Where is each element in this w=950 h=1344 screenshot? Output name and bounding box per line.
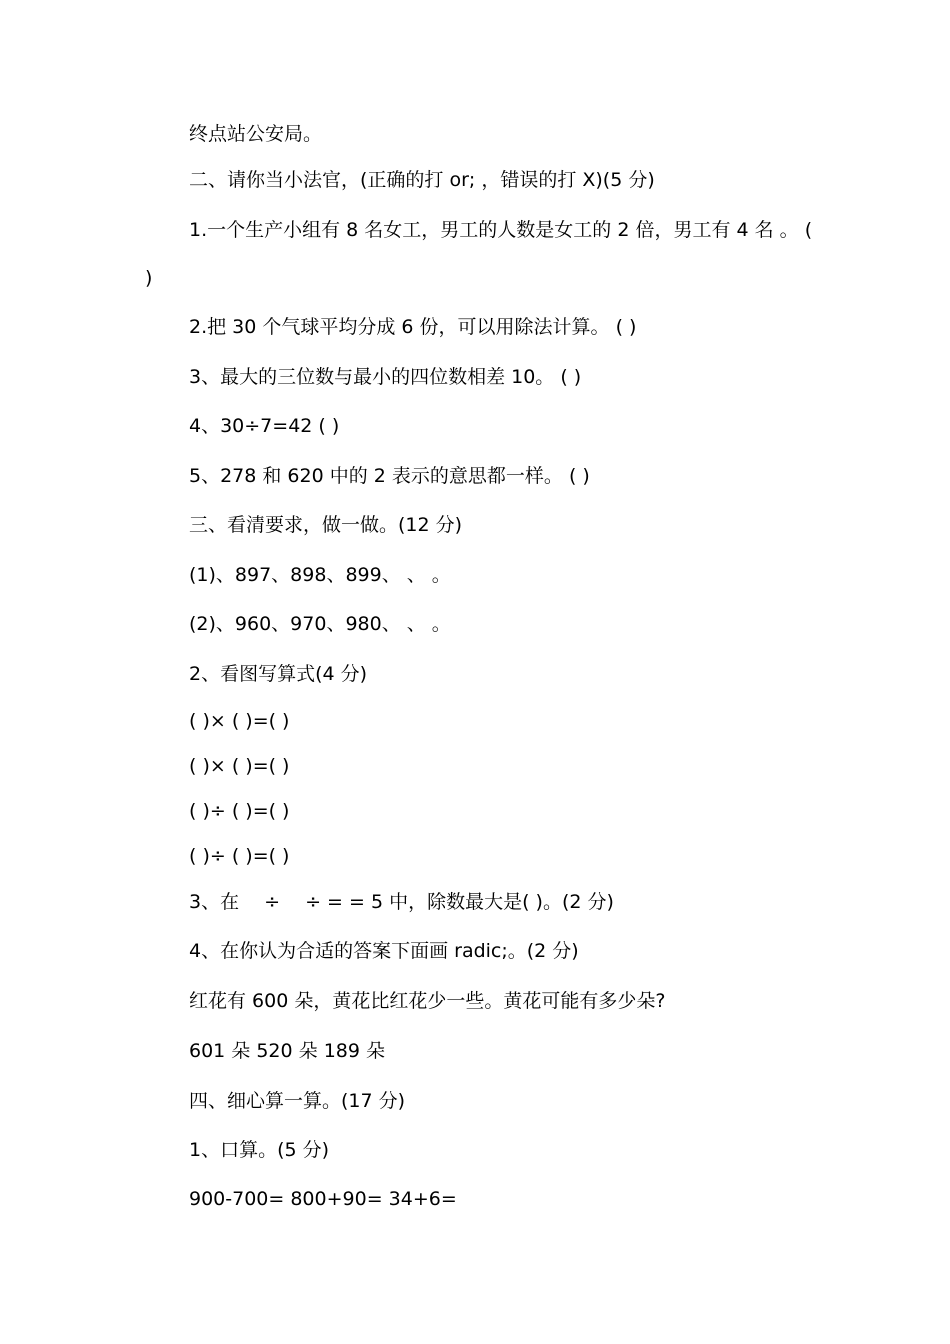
- equation-blank-4: ( )÷ ( )=( ): [189, 845, 290, 867]
- section-2-heading: 二、请你当小法官，(正确的打 or; ，错误的打 X)(5 分): [189, 169, 655, 191]
- question-3-4: 4、在你认为合适的答案下面画 radic;。(2 分): [189, 940, 579, 962]
- equation-blank-3: ( )÷ ( )=( ): [189, 800, 290, 822]
- question-2-2: 2.把 30 个气球平均分成 6 份，可以用除法计算。 ( ): [189, 316, 637, 338]
- section-4-heading: 四、细心算一算。(17 分): [189, 1090, 406, 1112]
- oral-calculation-row: 900-700= 800+90= 34+6=: [189, 1188, 457, 1210]
- oral-calculation-heading: 1、口算。(5 分): [189, 1139, 330, 1161]
- flower-options: 601 朵 520 朵 189 朵: [189, 1040, 385, 1062]
- question-2-3: 3、最大的三位数与最小的四位数相差 10。 ( ): [189, 366, 582, 388]
- sequence-2: (2)、960、970、980、 、 。: [189, 613, 451, 635]
- picture-equation-heading: 2、看图写算式(4 分): [189, 663, 368, 685]
- flower-question: 红花有 600 朵，黄花比红花少一些。黄花可能有多少朵?: [189, 990, 666, 1012]
- question-3-3: 3、在 ÷ ÷ = = 5 中，除数最大是( )。(2 分): [189, 891, 614, 913]
- equation-blank-2: ( )× ( )=( ): [189, 755, 290, 777]
- text-line-terminal-station: 终点站公安局。: [189, 123, 323, 145]
- section-3-heading: 三、看清要求，做一做。(12 分): [189, 514, 463, 536]
- question-2-1: 1.一个生产小组有 8 名女工，男工的人数是女工的 2 倍，男工有 4 名 。 ( ): [145, 219, 813, 289]
- sequence-1: (1)、897、898、899、 、 。: [189, 564, 451, 586]
- question-2-5: 5、278 和 620 中的 2 表示的意思都一样。 ( ): [189, 465, 590, 487]
- question-2-4: 4、30÷7=42 ( ): [189, 415, 340, 437]
- equation-blank-1: ( )× ( )=( ): [189, 710, 290, 732]
